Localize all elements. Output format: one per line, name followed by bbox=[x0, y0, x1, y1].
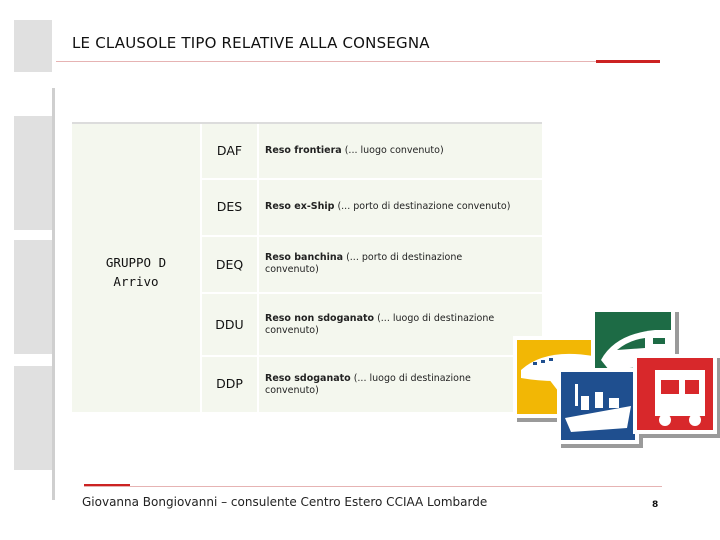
incoterm-code: DES bbox=[216, 199, 243, 214]
incoterm-term: Reso non sdoganato bbox=[265, 313, 375, 324]
incoterm-code: DAF bbox=[216, 143, 243, 158]
row-divider bbox=[202, 235, 542, 237]
incoterm-code: DDP bbox=[216, 376, 243, 391]
side-decoration-block bbox=[14, 116, 52, 230]
side-decoration-block bbox=[14, 366, 52, 470]
title-underline-accent bbox=[596, 60, 660, 63]
side-decoration-block bbox=[14, 20, 52, 72]
incoterm-detail: (... porto di destinazione convenuto) bbox=[265, 252, 463, 275]
table-top-border bbox=[72, 122, 542, 124]
incoterm-detail: (... porto di destinazione convenuto) bbox=[334, 201, 511, 212]
ship-icon bbox=[557, 368, 639, 444]
incoterm-term: Reso sdoganato bbox=[265, 373, 351, 384]
footer-author: Giovanna Bongiovanni – consulente Centro Estero CCIAA Lombarde bbox=[82, 495, 488, 509]
group-name: GRUPPO D bbox=[105, 255, 167, 270]
row-divider bbox=[202, 355, 542, 357]
incoterm-description bbox=[265, 201, 537, 213]
incoterm-term: Reso banchina bbox=[265, 252, 344, 263]
incoterm-detail: (... luogo di destinazione convenuto) bbox=[265, 373, 471, 396]
incoterm-term: Reso frontiera bbox=[265, 145, 342, 156]
incoterm-description bbox=[265, 373, 505, 397]
page-number: 8 bbox=[652, 500, 659, 510]
column-divider bbox=[257, 124, 259, 412]
truck-icon bbox=[633, 354, 717, 434]
slide-title: LE CLAUSOLE TIPO RELATIVE ALLA CONSEGNA bbox=[72, 34, 430, 52]
incoterm-term: Reso ex-Ship bbox=[265, 201, 335, 212]
incoterm-description bbox=[265, 145, 537, 157]
row-divider bbox=[202, 292, 542, 294]
transport-illustration bbox=[505, 300, 720, 450]
group-subtitle: Arrivo bbox=[113, 274, 159, 289]
incoterm-detail: (... luogo di destinazione convenuto) bbox=[265, 313, 495, 336]
row-divider bbox=[202, 178, 542, 180]
incoterm-description bbox=[265, 252, 495, 276]
incoterm-description bbox=[265, 313, 525, 337]
incoterm-detail: (... luogo convenuto) bbox=[341, 145, 444, 156]
side-decoration-block bbox=[14, 240, 52, 354]
side-vertical-rule bbox=[52, 88, 55, 500]
incoterm-code: DEQ bbox=[215, 257, 244, 272]
title-underline bbox=[56, 61, 660, 62]
group-label bbox=[80, 253, 192, 291]
footer-rule bbox=[84, 486, 662, 487]
incoterm-code: DDU bbox=[215, 317, 244, 332]
